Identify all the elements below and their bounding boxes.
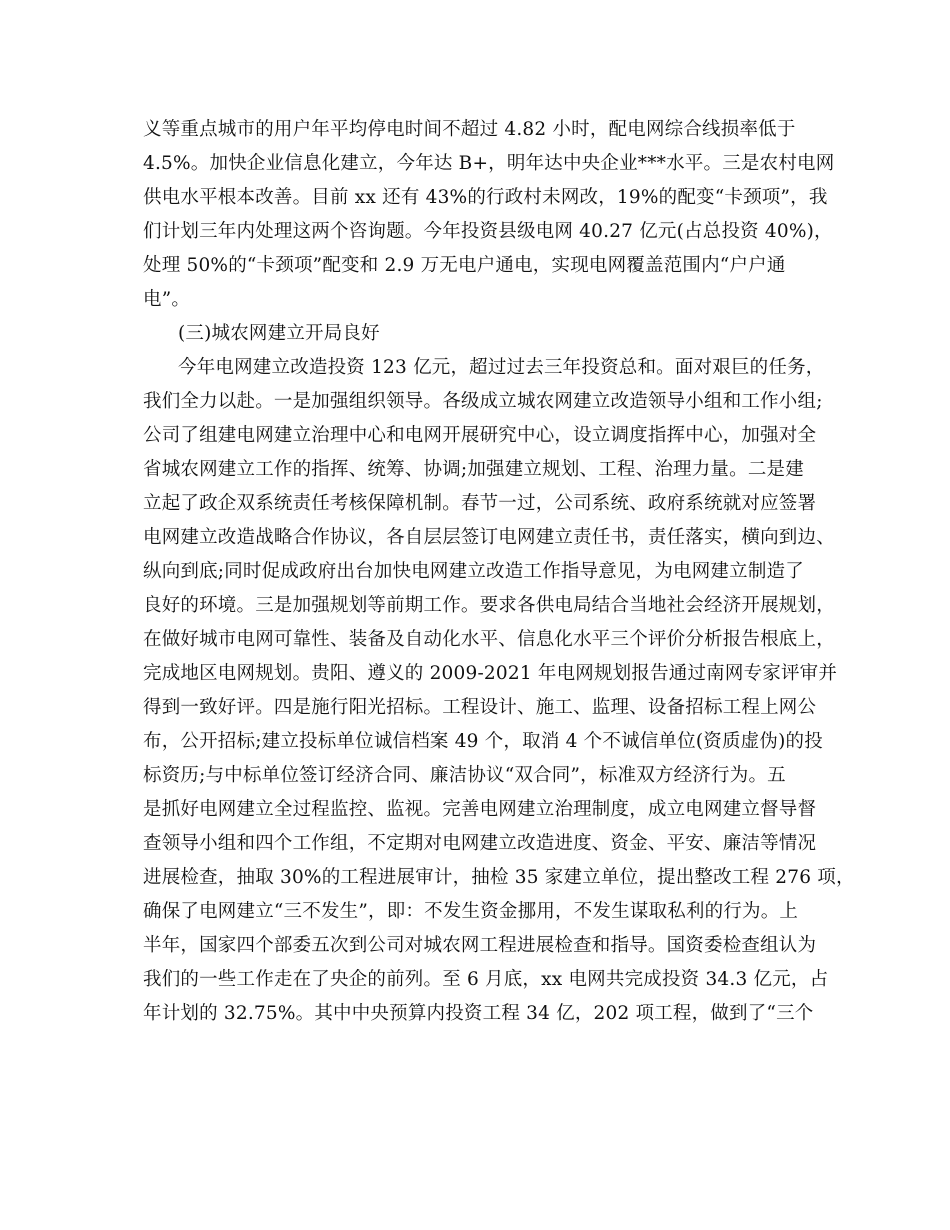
text-line: 查领导小组和四个工作组，不定期对电网建立改造进度、资金、平安、廉洁等情况 (143, 833, 817, 854)
text-line: 半年，国家四个部委五次到公司对城农网工程进展检查和指导。国资委检查组认为 (143, 935, 817, 956)
paragraph-first-line: 今年电网建立改造投资 123 亿元，超过过去三年投资总和。面对艰巨的任务， (178, 357, 825, 378)
text-line: 我们全力以赴。一是加强组织领导。各级成立城农网建立改造领导小组和工作小组; (143, 391, 823, 412)
text-line: 良好的环境。三是加强规划等前期工作。要求各供电局结合当地社会经济开展规划， (143, 595, 835, 616)
text-line: 处理 50%的“卡颈项”配变和 2.9 万无电户通电，实现电网覆盖范围内“户户通 (143, 255, 786, 276)
text-line: 公司了组建电网建立治理中心和电网开展研究中心，设立调度指挥中心，加强对全 (143, 425, 817, 446)
text-line: 确保了电网建立“三不发生”，即：不发生资金挪用，不发生谋取私利的行为。上 (143, 901, 799, 922)
text-line: 我们的一些工作走在了央企的前列。至 6 月底，xx 电网共完成投资 34.3 亿元，占 (143, 969, 829, 990)
text-line: 供电水平根本改善。目前 xx 还有 43%的行政村未网改，19%的配变“卡颈项”，我 (143, 187, 828, 208)
text-line: 标资历;与中标单位签订经济合同、廉洁协议“双合同”，标准双方经济行为。五 (143, 765, 786, 786)
section-heading: (三)城农网建立开局良好 (178, 323, 380, 344)
text-line: 立起了政企双系统责任考核保障机制。春节一过，公司系统、政府系统就对应签署 (143, 493, 817, 514)
text-line: 们计划三年内处理这两个咨询题。今年投资县级电网 40.27 亿元(占总投资 40%)， (143, 221, 833, 242)
text-line: 义等重点城市的用户年平均停电时间不超过 4.82 小时，配电网综合线损率低于 (143, 119, 796, 140)
text-line: 完成地区电网规划。贵阳、遵义的 2009-2021 年电网规划报告通过南网专家评审并 (143, 663, 838, 684)
text-line: 省城农网建立工作的指挥、统筹、协调;加强建立规划、工程、治理力量。二是建 (143, 459, 804, 480)
text-line: 电”。 (143, 289, 191, 310)
text-line: 是抓好电网建立全过程监控、监视。完善电网建立治理制度，成立电网建立督导督 (143, 799, 817, 820)
text-line: 年计划的 32.75%。其中中央预算内投资工程 34 亿，202 项工程，做到了“三个 (143, 1003, 814, 1024)
text-line: 得到一致好评。四是施行阳光招标。工程设计、施工、监理、设备招标工程上网公 (143, 697, 817, 718)
text-line: 4.5%。加快企业信息化建立，今年达 B+，明年达中央企业***水平。三是农村电网 (143, 153, 835, 174)
text-line: 纵向到底;同时促成政府出台加快电网建立改造工作指导意见，为电网建立制造了 (143, 561, 804, 582)
text-line: 进展检查，抽取 30%的工程进展审计，抽检 35 家建立单位，提出整改工程 276 项， (143, 867, 855, 888)
text-line: 电网建立改造战略合作协议，各自层层签订电网建立责任书，责任落实，横向到边、 (143, 527, 835, 548)
text-line: 布，公开招标;建立投标单位诚信档案 49 个，取消 4 个不诚信单位(资质虚伪)的投 (143, 731, 823, 752)
text-line: 在做好城市电网可靠性、装备及自动化水平、信息化水平三个评价分析报告根底上， (143, 629, 835, 650)
